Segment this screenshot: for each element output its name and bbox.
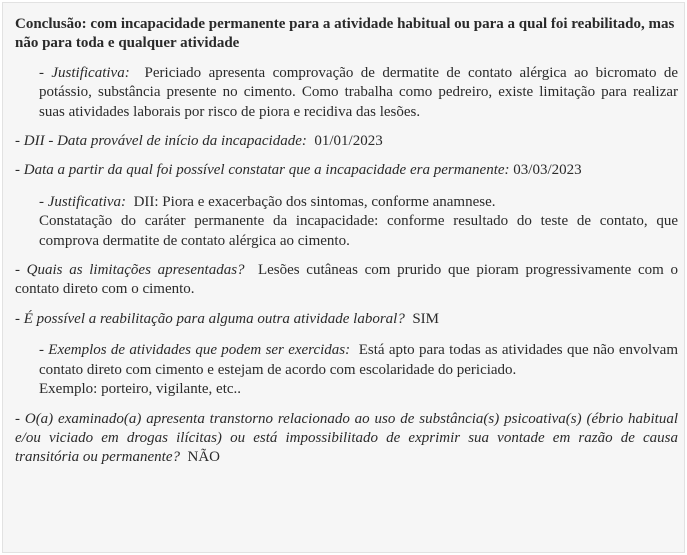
exemplo-ocupacoes: Exemplo: porteiro, vigilante, etc.. <box>39 381 242 398</box>
exemplos-item <box>15 341 678 380</box>
conclusao-heading: Conclusão: com incapacidade permanente para a atividade habitual ou para a qual foi reabilitado, mas não para toda e qualquer atividade <box>15 16 675 52</box>
dii-label: - DII - Data provável de início da incapacidade: <box>15 133 307 150</box>
limitacoes-item <box>15 261 678 300</box>
dii-value: 01/01/2023 <box>314 133 383 150</box>
justificativa-dii <box>15 193 678 212</box>
justificativa-dii-text: DII: Piora e exacerbação dos sintomas, conforme anamnese. <box>133 193 496 210</box>
limitacoes-value: Lesões cutâneas com prurido que pioram progressivamente com o contato direto com o cimento. <box>15 262 679 298</box>
constatacao-permanente: Constatação do caráter permanente da incapacidade: conforme resultado do teste de contato, que comprova dermatite de contato alérgica ao cimento. <box>39 213 678 249</box>
data-permanente-value: 03/03/2023 <box>513 162 582 179</box>
justificativa-label: - Justificativa: <box>39 64 130 81</box>
substancias-label: - O(a) examinado(a) apresenta transtorno relacionado ao uso de substância(s) psicoativa(s) (ébrio habitual e/ou viciado em drogas ilícitas) ou está impossibilitado de exprimir sua vontade em razão de causa transitória ou permanente? <box>15 410 678 466</box>
substancias-item <box>15 410 678 468</box>
laudo-document <box>2 2 685 553</box>
reabilitacao-label: - É possível a reabilitação para alguma outra atividade laboral? <box>15 310 405 327</box>
reabilitacao-value: SIM <box>412 310 440 327</box>
justificativa-text: Periciado apresenta comprovação de dermatite de contato alérgica ao bicromato de potássio, substância presente no cimento. Como trabalha como pedreiro, existe limitação para realizar suas atividades laborais por risco de piora e recidiva das lesões. <box>39 64 679 120</box>
limitacoes-label: - Quais as limitações apresentadas? <box>15 262 245 279</box>
exemplos-value: Está apto para todas as atividades que não envolvam contato direto com cimento e estejam de acordo com escolaridade do periciado. <box>39 342 679 378</box>
data-permanente-label: - Data a partir da qual foi possível constatar que a incapacidade era permanente: <box>15 162 510 179</box>
justificativa-dii-label: - Justificativa: <box>39 193 127 210</box>
exemplos-label: - Exemplos de atividades que podem ser exercidas: <box>39 342 351 359</box>
dii-item <box>15 132 678 151</box>
reabilitacao-item <box>15 310 678 329</box>
justificativa-incapacidade <box>15 64 678 122</box>
substancias-value: NÃO <box>187 449 220 466</box>
data-permanente-item <box>15 161 678 180</box>
